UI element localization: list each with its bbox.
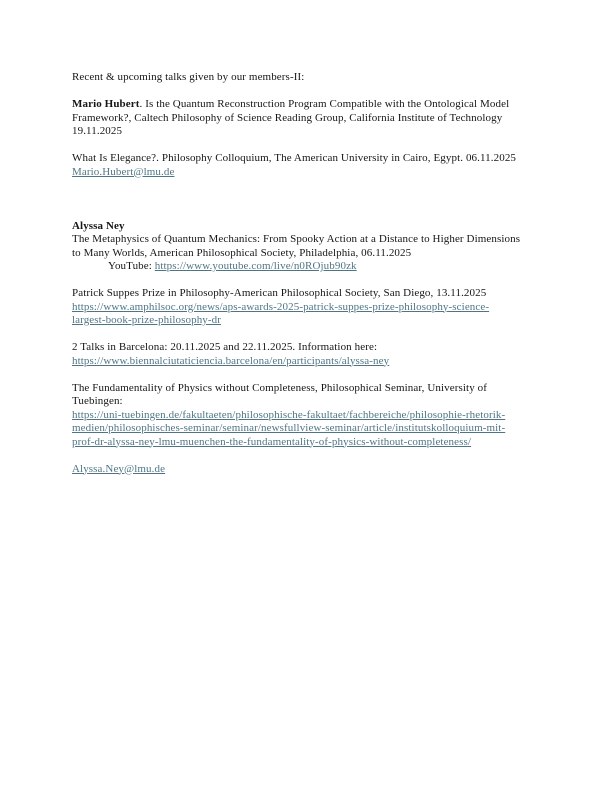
text-line	[72, 220, 547, 234]
text-segment: What Is Elegance?. Philosophy Colloquium, The American University in Cairo, Egypt. 06.11.2025	[72, 152, 517, 164]
text-line	[72, 287, 547, 301]
mario-email-link[interactable]: Mario.Hubert@lmu.de	[72, 165, 175, 178]
text-line	[72, 301, 547, 315]
text-line	[72, 382, 547, 396]
text-line	[72, 341, 547, 355]
text-line	[72, 125, 547, 139]
mario-hubert-talk-1	[72, 98, 547, 139]
text-line	[72, 166, 547, 180]
text-line	[72, 409, 547, 423]
text-line	[72, 152, 547, 166]
text-segment: The Fundamentality of Physics without Completeness, Philosophical Seminar, University of	[72, 381, 488, 394]
text-line	[72, 395, 547, 409]
text-line	[72, 233, 547, 247]
text-line	[72, 314, 547, 328]
text-segment: to Many Worlds, American Philosophical Society, Philadelphia, 06.11.2025	[72, 246, 412, 259]
biennal-barcelona-link[interactable]: https://www.biennalciutaticiencia.barcelona/en/participants/alyssa-ney	[72, 354, 390, 367]
alyssa-email-link[interactable]: Alyssa.Ney@lmu.de	[72, 462, 166, 475]
alyssa-ney-suppes-prize	[72, 287, 547, 328]
text-segment: 19.11.2025	[72, 125, 123, 137]
text-line	[72, 247, 547, 261]
text-line	[72, 71, 547, 85]
alyssa-email	[72, 463, 547, 477]
text-segment: The Metaphysics of Quantum Mechanics: From Spooky Action at a Distance to Higher Dimensions	[72, 233, 521, 245]
speaker-name-alyssa-ney: Alyssa Ney	[72, 219, 125, 232]
text-segment: 2 Talks in Barcelona: 20.11.2025 and 22.11.2025. Information here:	[72, 341, 378, 353]
text-line	[72, 260, 547, 274]
tuebingen-link-line-1[interactable]: https://uni-tuebingen.de/fakultaeten/philosophische-fakultaet/fachbereiche/philosophie-rhetorik-	[72, 408, 506, 421]
alyssa-ney-talk-1	[72, 220, 547, 274]
document-content	[72, 71, 547, 476]
text-segment: Framework?, Caltech Philosophy of Science Reading Group, California Institute of Technology	[72, 111, 503, 124]
text-segment: YouTube:	[108, 260, 155, 272]
text-line	[72, 436, 547, 450]
text-segment: Tuebingen:	[72, 395, 123, 407]
amphilsoc-link-line-1[interactable]: https://www.amphilsoc.org/news/aps-awards-2025-patrick-suppes-prize-philosophy-science-	[72, 300, 490, 313]
mario-hubert-talk-2	[72, 152, 547, 179]
text-line	[72, 422, 547, 436]
alyssa-ney-tuebingen-talk	[72, 382, 547, 450]
text-segment: Recent & upcoming talks given by our members-II:	[72, 71, 305, 83]
alyssa-ney-barcelona-talks	[72, 341, 547, 368]
speaker-name-mario-hubert: Mario Hubert	[72, 98, 140, 110]
text-line	[72, 355, 547, 369]
text-line	[72, 463, 547, 477]
tuebingen-link-line-2[interactable]: medien/philosophisches-seminar/seminar/newsfullview-seminar/article/institutskolloquium-mit-	[72, 422, 506, 434]
text-segment: Patrick Suppes Prize in Philosophy-American Philosophical Society, San Diego, 13.11.2025	[72, 287, 487, 299]
youtube-link[interactable]: https://www.youtube.com/live/n0ROjub90zk	[154, 260, 357, 272]
text-segment: . Is the Quantum Reconstruction Program Compatible with the Ontological Model	[139, 98, 510, 110]
text-line	[72, 98, 547, 112]
amphilsoc-link-line-2[interactable]: largest-book-prize-philosophy-dr	[72, 314, 222, 326]
tuebingen-link-line-3[interactable]: prof-dr-alyssa-ney-lmu-muenchen-the-fundamentality-of-physics-without-completeness/	[72, 435, 472, 448]
intro-heading	[72, 71, 547, 85]
text-line	[72, 112, 547, 126]
